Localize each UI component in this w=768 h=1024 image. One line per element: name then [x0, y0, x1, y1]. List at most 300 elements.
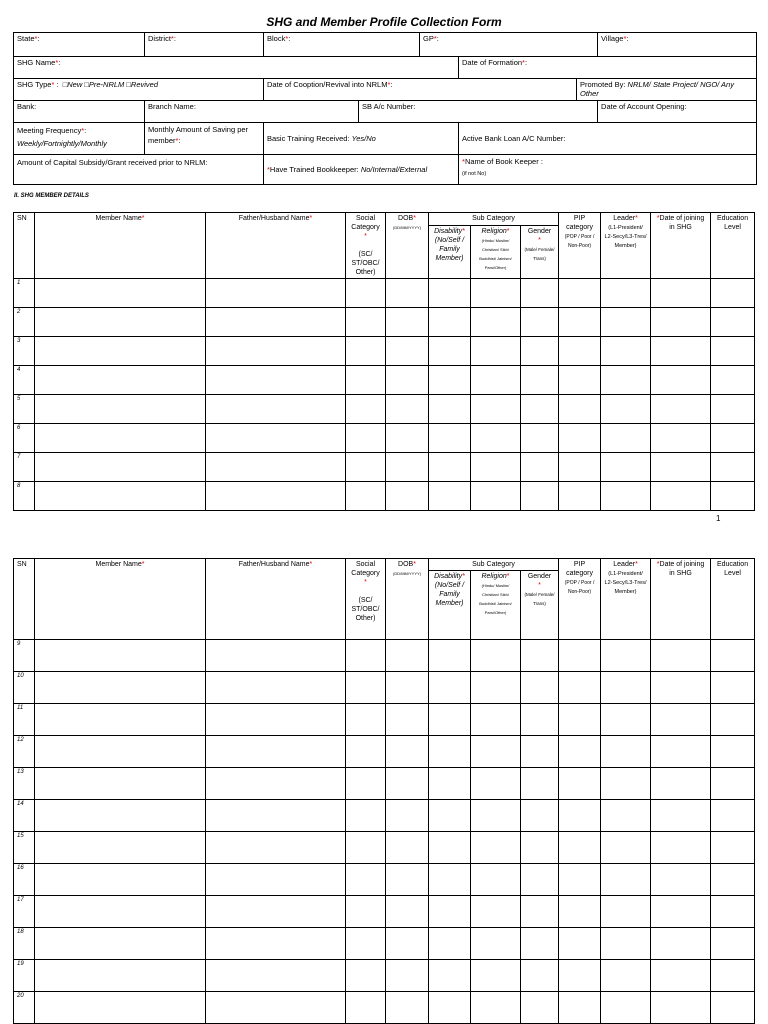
member-cell[interactable] [559, 960, 601, 992]
member-cell[interactable] [651, 960, 711, 992]
col-sn: SN [14, 559, 35, 640]
member-cell[interactable] [601, 704, 651, 736]
member-cell[interactable] [471, 768, 521, 800]
member-cell[interactable] [601, 424, 651, 453]
member-cell[interactable] [521, 800, 559, 832]
col-member-name: Member Name* [35, 559, 206, 640]
member-cell[interactable] [651, 395, 711, 424]
member-cell[interactable] [651, 896, 711, 928]
member-cell[interactable] [651, 704, 711, 736]
col-dob: DOB* (DD/MM/YYYY) [386, 559, 429, 640]
member-cell[interactable] [346, 768, 386, 800]
member-cell[interactable] [521, 832, 559, 864]
shg-profile-table [13, 32, 757, 185]
member-cell[interactable] [206, 864, 346, 896]
member-cell[interactable] [651, 832, 711, 864]
member-cell[interactable] [206, 366, 346, 395]
table-row [14, 424, 755, 453]
member-cell[interactable] [601, 308, 651, 337]
member-cell[interactable] [386, 960, 429, 992]
member-cell[interactable] [711, 832, 755, 864]
member-cell[interactable] [559, 366, 601, 395]
member-cell[interactable] [35, 960, 206, 992]
member-cell[interactable] [346, 864, 386, 896]
member-cell[interactable] [346, 928, 386, 960]
sb-ac-field[interactable]: SB A/c Number: [359, 101, 598, 123]
member-cell[interactable] [521, 337, 559, 366]
member-cell[interactable] [429, 704, 471, 736]
member-cell[interactable] [429, 832, 471, 864]
col-gender: Gender * (Male/ Female/ Trans) [521, 225, 559, 278]
member-cell[interactable] [601, 864, 651, 896]
member-cell[interactable] [471, 279, 521, 308]
col-disability: Disability* (No/Self / Family Member) [429, 225, 471, 278]
member-cell[interactable] [471, 366, 521, 395]
row-number: 15 [14, 832, 35, 864]
gp-field[interactable]: GP*: [420, 33, 598, 57]
shg-name-field[interactable]: SHG Name*: [14, 57, 459, 79]
row-number: 2 [14, 308, 35, 337]
member-cell[interactable] [346, 424, 386, 453]
member-cell[interactable] [651, 308, 711, 337]
row-number: 16 [14, 864, 35, 896]
member-cell[interactable] [346, 337, 386, 366]
member-cell[interactable] [429, 453, 471, 482]
row-number: 7 [14, 453, 35, 482]
member-cell[interactable] [206, 308, 346, 337]
member-cell[interactable] [429, 395, 471, 424]
table-row [14, 672, 755, 704]
member-cell[interactable] [429, 768, 471, 800]
member-cell[interactable] [521, 279, 559, 308]
member-cell[interactable] [521, 736, 559, 768]
row-number: 5 [14, 395, 35, 424]
basic-training-field[interactable]: Basic Training Received: Yes/No [264, 123, 459, 155]
member-cell[interactable] [386, 768, 429, 800]
member-cell[interactable] [711, 424, 755, 453]
member-cell[interactable] [471, 960, 521, 992]
member-cell[interactable] [559, 992, 601, 1024]
table-row [14, 337, 755, 366]
member-cell[interactable] [559, 768, 601, 800]
member-cell[interactable] [429, 279, 471, 308]
member-cell[interactable] [386, 482, 429, 511]
member-cell[interactable] [35, 704, 206, 736]
member-cell[interactable] [601, 928, 651, 960]
member-cell[interactable] [206, 672, 346, 704]
member-cell[interactable] [471, 453, 521, 482]
member-cell[interactable] [471, 337, 521, 366]
member-cell[interactable] [206, 768, 346, 800]
member-cell[interactable] [346, 992, 386, 1024]
member-cell[interactable] [711, 672, 755, 704]
member-cell[interactable] [429, 736, 471, 768]
member-cell[interactable] [206, 395, 346, 424]
member-cell[interactable] [471, 928, 521, 960]
member-cell[interactable] [559, 482, 601, 511]
member-cell[interactable] [711, 960, 755, 992]
row-number: 10 [14, 672, 35, 704]
col-education: Education Level [711, 559, 755, 640]
col-gender: Gender * (Male/ Female/ Trans) [521, 571, 559, 640]
member-cell[interactable] [711, 337, 755, 366]
member-cell[interactable] [711, 366, 755, 395]
date-coopt-field[interactable]: Date of Cooption/Revival into NRLM*: [264, 79, 577, 101]
member-cell[interactable] [471, 672, 521, 704]
member-cell[interactable] [35, 928, 206, 960]
member-cell[interactable] [711, 482, 755, 511]
member-cell[interactable] [346, 704, 386, 736]
member-cell[interactable] [601, 640, 651, 672]
member-cell[interactable] [346, 960, 386, 992]
member-cell[interactable] [429, 960, 471, 992]
table-row [14, 395, 755, 424]
member-cell[interactable] [206, 928, 346, 960]
member-cell[interactable] [386, 832, 429, 864]
member-cell[interactable] [711, 453, 755, 482]
member-cell[interactable] [711, 279, 755, 308]
member-cell[interactable] [559, 800, 601, 832]
bookkeeper-name-field[interactable]: *Name of Book Keeper : (if not No) [459, 155, 757, 185]
member-cell[interactable] [651, 736, 711, 768]
member-cell[interactable] [429, 896, 471, 928]
member-cell[interactable] [651, 992, 711, 1024]
table-row [14, 482, 755, 511]
member-cell[interactable] [386, 424, 429, 453]
member-cell[interactable] [559, 672, 601, 704]
row-number: 6 [14, 424, 35, 453]
member-cell[interactable] [346, 453, 386, 482]
member-cell[interactable] [386, 928, 429, 960]
member-cell[interactable] [346, 366, 386, 395]
member-cell[interactable] [35, 640, 206, 672]
member-cell[interactable] [386, 800, 429, 832]
member-cell[interactable] [521, 896, 559, 928]
member-cell[interactable] [471, 800, 521, 832]
col-leader: Leader* (L1-President/ L2-Secy/L3-Tres/ Member) [601, 559, 651, 640]
member-cell[interactable] [651, 672, 711, 704]
member-cell[interactable] [429, 308, 471, 337]
promoted-by-field[interactable]: Promoted By: NRLM/ State Project/ NGO/ Any Other [577, 79, 757, 101]
member-cell[interactable] [601, 800, 651, 832]
active-loan-field[interactable]: Active Bank Loan A/C Number: [459, 123, 757, 155]
member-cell[interactable] [35, 672, 206, 704]
member-cell[interactable] [601, 832, 651, 864]
row-number: 8 [14, 482, 35, 511]
row-number: 9 [14, 640, 35, 672]
member-cell[interactable] [601, 736, 651, 768]
member-cell[interactable] [386, 308, 429, 337]
row-number: 14 [14, 800, 35, 832]
table-row [14, 800, 755, 832]
member-cell[interactable] [471, 832, 521, 864]
member-cell[interactable] [346, 482, 386, 511]
member-cell[interactable] [386, 366, 429, 395]
member-cell[interactable] [346, 308, 386, 337]
col-sub-category: Sub Category [429, 213, 559, 226]
member-cell[interactable] [651, 864, 711, 896]
member-cell[interactable] [651, 424, 711, 453]
monthly-saving-field[interactable]: Monthly Amount of Saving per member*: [145, 123, 264, 155]
member-cell[interactable] [346, 896, 386, 928]
member-cell[interactable] [559, 395, 601, 424]
member-details-table-page1 [13, 212, 755, 511]
member-cell[interactable] [386, 736, 429, 768]
table-row [14, 453, 755, 482]
row-number: 19 [14, 960, 35, 992]
member-cell[interactable] [35, 832, 206, 864]
member-cell[interactable] [601, 992, 651, 1024]
member-cell[interactable] [711, 928, 755, 960]
member-cell[interactable] [206, 832, 346, 864]
member-cell[interactable] [601, 279, 651, 308]
member-cell[interactable] [386, 896, 429, 928]
member-cell[interactable] [711, 308, 755, 337]
member-cell[interactable] [346, 800, 386, 832]
table-row [14, 832, 755, 864]
member-cell[interactable] [711, 640, 755, 672]
member-cell[interactable] [206, 992, 346, 1024]
member-cell[interactable] [651, 928, 711, 960]
member-cell[interactable] [346, 279, 386, 308]
member-cell[interactable] [521, 453, 559, 482]
member-cell[interactable] [559, 279, 601, 308]
member-cell[interactable] [471, 424, 521, 453]
member-cell[interactable] [35, 768, 206, 800]
member-cell[interactable] [601, 896, 651, 928]
member-cell[interactable] [206, 424, 346, 453]
member-cell[interactable] [386, 395, 429, 424]
member-cell[interactable] [521, 864, 559, 896]
col-pip: PIP category (POP / Poor / Non-Poor) [559, 559, 601, 640]
member-cell[interactable] [601, 395, 651, 424]
member-cell[interactable] [651, 482, 711, 511]
member-cell[interactable] [386, 337, 429, 366]
member-cell[interactable] [521, 768, 559, 800]
row-number: 3 [14, 337, 35, 366]
member-cell[interactable] [35, 896, 206, 928]
member-cell[interactable] [601, 482, 651, 511]
col-religion: Religion* (Hindu/ Muslim/ Christian/ Sikh/ Buddhist/ Jainism/ Parsi/Other) [471, 225, 521, 278]
member-cell[interactable] [429, 672, 471, 704]
member-cell[interactable] [429, 482, 471, 511]
member-cell[interactable] [386, 992, 429, 1024]
member-cell[interactable] [35, 864, 206, 896]
member-cell[interactable] [651, 366, 711, 395]
member-cell[interactable] [711, 800, 755, 832]
member-cell[interactable] [386, 279, 429, 308]
member-cell[interactable] [206, 279, 346, 308]
member-cell[interactable] [521, 672, 559, 704]
member-cell[interactable] [711, 896, 755, 928]
member-cell[interactable] [559, 928, 601, 960]
col-pip: PIP category (POP / Poor / Non-Poor) [559, 213, 601, 279]
member-cell[interactable] [559, 424, 601, 453]
member-cell[interactable] [206, 453, 346, 482]
member-cell[interactable] [346, 395, 386, 424]
member-details-table-page2 [13, 558, 755, 1024]
member-cell[interactable] [521, 366, 559, 395]
member-cell[interactable] [429, 640, 471, 672]
table-row [14, 308, 755, 337]
member-cell[interactable] [206, 896, 346, 928]
member-cell[interactable] [429, 800, 471, 832]
member-cell[interactable] [651, 453, 711, 482]
member-cell[interactable] [35, 279, 206, 308]
member-cell[interactable] [471, 395, 521, 424]
member-cell[interactable] [346, 672, 386, 704]
member-cell[interactable] [601, 672, 651, 704]
member-cell[interactable] [711, 992, 755, 1024]
member-cell[interactable] [559, 640, 601, 672]
member-table-body [14, 640, 755, 1024]
member-cell[interactable] [601, 768, 651, 800]
member-cell[interactable] [559, 736, 601, 768]
member-cell[interactable] [559, 337, 601, 366]
row-number: 18 [14, 928, 35, 960]
member-cell[interactable] [521, 960, 559, 992]
row-number: 1 [14, 279, 35, 308]
meeting-frequency-field[interactable]: Meeting Frequency*: Weekly/Fortnightly/Monthly [14, 123, 145, 155]
member-cell[interactable] [206, 960, 346, 992]
member-cell[interactable] [429, 424, 471, 453]
col-disability: Disability* (No/Self / Family Member) [429, 571, 471, 640]
member-cell[interactable] [559, 832, 601, 864]
state-field[interactable]: State*: [14, 33, 145, 57]
member-cell[interactable] [206, 482, 346, 511]
member-cell[interactable] [206, 736, 346, 768]
member-cell[interactable] [559, 308, 601, 337]
member-cell[interactable] [35, 453, 206, 482]
member-cell[interactable] [521, 992, 559, 1024]
member-cell[interactable] [711, 768, 755, 800]
col-date-joining: *Date of joining in SHG [651, 559, 711, 640]
table-row [14, 960, 755, 992]
member-cell[interactable] [35, 482, 206, 511]
member-cell[interactable] [521, 424, 559, 453]
member-cell[interactable] [601, 337, 651, 366]
member-cell[interactable] [35, 992, 206, 1024]
member-cell[interactable] [35, 308, 206, 337]
member-cell[interactable] [471, 992, 521, 1024]
member-cell[interactable] [471, 736, 521, 768]
member-cell[interactable] [471, 482, 521, 511]
shg-type-field[interactable]: SHG Type* : □New □Pre-NRLM □Revived [14, 79, 264, 101]
member-cell[interactable] [471, 640, 521, 672]
member-cell[interactable] [206, 800, 346, 832]
member-cell[interactable] [346, 640, 386, 672]
member-cell[interactable] [429, 864, 471, 896]
member-cell[interactable] [471, 864, 521, 896]
bank-field[interactable]: Bank: [14, 101, 145, 123]
table-row [14, 928, 755, 960]
member-cell[interactable] [429, 337, 471, 366]
member-cell[interactable] [521, 928, 559, 960]
member-cell[interactable] [601, 453, 651, 482]
member-cell[interactable] [711, 736, 755, 768]
member-cell[interactable] [651, 768, 711, 800]
form-title: SHG and Member Profile Collection Form [266, 15, 502, 29]
col-education: Education Level [711, 213, 755, 279]
member-cell[interactable] [386, 640, 429, 672]
member-cell[interactable] [651, 640, 711, 672]
member-cell[interactable] [386, 704, 429, 736]
col-father-husband: Father/Husband Name* [206, 213, 346, 279]
member-cell[interactable] [206, 704, 346, 736]
member-cell[interactable] [35, 736, 206, 768]
member-cell[interactable] [559, 896, 601, 928]
member-cell[interactable] [206, 337, 346, 366]
row-number: 11 [14, 704, 35, 736]
table-row [14, 864, 755, 896]
member-cell[interactable] [35, 337, 206, 366]
col-dob: DOB* (DD/MM/YYYY) [386, 213, 429, 279]
member-cell[interactable] [346, 736, 386, 768]
capital-subsidy-field[interactable]: Amount of Capital Subsidy/Grant received prior to NRLM: [14, 155, 264, 185]
branch-name-field[interactable]: Branch Name: [145, 101, 359, 123]
member-cell[interactable] [521, 640, 559, 672]
member-cell[interactable] [386, 672, 429, 704]
member-cell[interactable] [521, 395, 559, 424]
district-field[interactable]: District*: [145, 33, 264, 57]
member-cell[interactable] [429, 366, 471, 395]
member-cell[interactable] [711, 395, 755, 424]
member-cell[interactable] [601, 366, 651, 395]
member-cell[interactable] [711, 864, 755, 896]
member-cell[interactable] [559, 453, 601, 482]
member-cell[interactable] [386, 453, 429, 482]
member-cell[interactable] [471, 704, 521, 736]
block-field[interactable]: Block*: [264, 33, 420, 57]
col-social-category: Social Category * (SC/ ST/OBC/ Other) [346, 213, 386, 279]
row-number: 20 [14, 992, 35, 1024]
date-account-field[interactable]: Date of Account Opening: [598, 101, 757, 123]
member-cell[interactable] [471, 308, 521, 337]
member-cell[interactable] [35, 366, 206, 395]
member-cell[interactable] [521, 308, 559, 337]
village-field[interactable]: Village*: [598, 33, 757, 57]
member-cell[interactable] [559, 864, 601, 896]
member-cell[interactable] [521, 482, 559, 511]
member-cell[interactable] [35, 800, 206, 832]
member-cell[interactable] [429, 992, 471, 1024]
member-cell[interactable] [206, 640, 346, 672]
table-row [14, 736, 755, 768]
member-cell[interactable] [521, 704, 559, 736]
member-cell[interactable] [651, 800, 711, 832]
member-cell[interactable] [651, 279, 711, 308]
member-cell[interactable] [35, 424, 206, 453]
member-cell[interactable] [601, 960, 651, 992]
section-label: II. SHG MEMBER DETAILS [14, 193, 89, 199]
member-cell[interactable] [35, 395, 206, 424]
trained-bookkeeper-field[interactable]: *Have Trained Bookkeeper: No/Internal/External [264, 155, 459, 185]
table-row [14, 896, 755, 928]
member-cell[interactable] [471, 896, 521, 928]
table-row [14, 704, 755, 736]
col-sn: SN [14, 213, 35, 279]
member-cell[interactable] [429, 928, 471, 960]
member-cell[interactable] [711, 704, 755, 736]
member-cell[interactable] [346, 832, 386, 864]
date-of-formation-field[interactable]: Date of Formation*: [459, 57, 757, 79]
col-member-name: Member Name* [35, 213, 206, 279]
col-sub-category: Sub Category [429, 559, 559, 571]
row-number: 4 [14, 366, 35, 395]
member-cell[interactable] [386, 864, 429, 896]
member-cell[interactable] [651, 337, 711, 366]
member-cell[interactable] [559, 704, 601, 736]
